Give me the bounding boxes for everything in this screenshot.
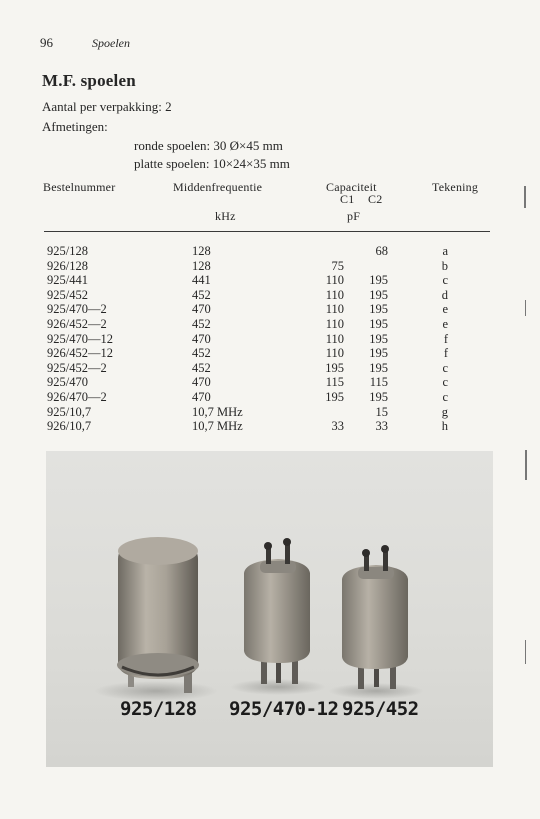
cell-c2: 195 bbox=[369, 316, 388, 331]
cell-code: 925/128 bbox=[47, 244, 88, 258]
table-row bbox=[47, 332, 448, 347]
cell-code: 926/10,7 bbox=[47, 419, 92, 434]
cell-freq: 452 bbox=[192, 287, 211, 302]
table-row bbox=[47, 390, 448, 405]
cell-freq: 470 bbox=[192, 389, 211, 404]
table-row bbox=[47, 244, 448, 259]
col-header-c1: C1 bbox=[340, 192, 355, 206]
table-row bbox=[47, 346, 448, 361]
table-row bbox=[47, 375, 448, 390]
cell-tek: c bbox=[442, 389, 448, 404]
cell-freq: 452 bbox=[192, 360, 211, 375]
cell-tek: a bbox=[442, 244, 448, 258]
cell-c1: 110 bbox=[325, 316, 344, 331]
table-row bbox=[47, 361, 448, 376]
table-row bbox=[47, 405, 448, 420]
packaging-line: Aantal per verpakking: 2 bbox=[42, 99, 172, 114]
cell-code: 925/441 bbox=[47, 273, 88, 288]
cell-tek: c bbox=[442, 273, 448, 288]
col-header-mid-frequency: Middenfrequentie bbox=[173, 180, 263, 194]
scan-edge-mark bbox=[525, 450, 527, 480]
cell-freq: 470 bbox=[192, 375, 211, 390]
table-rule bbox=[44, 231, 490, 232]
cell-c1: 115 bbox=[325, 375, 344, 390]
table-row bbox=[47, 302, 448, 317]
cell-freq: 470 bbox=[192, 302, 211, 317]
cell-c1: 110 bbox=[325, 302, 344, 317]
cell-c2 bbox=[344, 259, 388, 274]
scan-edge-mark bbox=[524, 186, 526, 208]
cell-c2: 15 bbox=[375, 404, 388, 419]
cell-c2: 33 bbox=[375, 419, 388, 434]
cell-code: 926/452—2 bbox=[47, 316, 107, 331]
flat-coil-925-452 bbox=[328, 545, 424, 699]
caption-925-128: 925/128 bbox=[120, 698, 197, 720]
table-row bbox=[47, 288, 448, 303]
caption-925-452: 925/452 bbox=[342, 698, 419, 720]
flat-coils-dims: platte spoelen: 10×24×35 mm bbox=[134, 156, 290, 171]
round-coils-dims: ronde spoelen: 30 Ø×45 mm bbox=[134, 138, 283, 153]
cell-c2: 195 bbox=[369, 331, 388, 346]
cell-freq: 10,7 MHz bbox=[192, 419, 243, 434]
cell-tek: h bbox=[441, 419, 448, 434]
cell-code: 925/452 bbox=[47, 287, 88, 302]
cell-tek: f bbox=[443, 346, 448, 361]
cell-c1: 110 bbox=[325, 331, 344, 346]
cell-c1: 195 bbox=[325, 360, 344, 375]
col-header-capacity: Capaciteit bbox=[326, 180, 377, 194]
cell-freq: 128 bbox=[192, 244, 211, 258]
product-photo bbox=[46, 451, 493, 767]
scan-edge-mark bbox=[525, 300, 526, 316]
cell-code: 925/470 bbox=[47, 375, 88, 390]
cell-tek: c bbox=[442, 360, 448, 375]
cell-c2: 68 bbox=[375, 244, 388, 258]
cell-c1: 33 bbox=[331, 419, 344, 434]
cell-code: 926/470—2 bbox=[47, 389, 107, 404]
cell-c1: 195 bbox=[325, 389, 344, 404]
cell-freq: 10,7 MHz bbox=[192, 404, 243, 419]
cell-c1 bbox=[298, 405, 344, 420]
cell-c1: 110 bbox=[325, 346, 344, 361]
cell-c1: 110 bbox=[325, 287, 344, 302]
coil-table-body bbox=[47, 244, 448, 434]
cell-freq: 470 bbox=[192, 331, 211, 346]
cell-tek: f bbox=[443, 331, 448, 346]
cell-freq: 441 bbox=[192, 273, 211, 288]
cell-code: 925/470—12 bbox=[47, 331, 113, 346]
coil-table bbox=[47, 244, 448, 434]
unit-khz: kHz bbox=[215, 209, 236, 223]
flat-coil-925-470-12 bbox=[230, 538, 326, 695]
cell-tek: c bbox=[442, 375, 448, 390]
cell-code: 925/470—2 bbox=[47, 302, 107, 317]
cell-c2: 195 bbox=[369, 302, 388, 317]
cell-freq: 452 bbox=[192, 316, 211, 331]
cell-freq: 128 bbox=[192, 258, 211, 273]
cell-c2: 195 bbox=[369, 360, 388, 375]
cell-c2: 195 bbox=[369, 346, 388, 361]
cell-code: 926/128 bbox=[47, 258, 88, 273]
cell-tek: e bbox=[442, 302, 448, 317]
cell-c1: 110 bbox=[325, 273, 344, 288]
col-header-order-number: Bestelnummer bbox=[43, 180, 116, 194]
page-number: 96 bbox=[40, 35, 53, 50]
unit-pf: pF bbox=[347, 209, 361, 223]
cell-c1: 75 bbox=[331, 258, 344, 273]
round-coil-925-128 bbox=[94, 537, 218, 701]
col-header-c2: C2 bbox=[368, 192, 383, 206]
cell-c2: 195 bbox=[369, 273, 388, 288]
cell-tek: b bbox=[441, 258, 448, 273]
table-row bbox=[47, 259, 448, 274]
cell-tek: d bbox=[441, 287, 448, 302]
col-header-drawing: Tekening bbox=[432, 180, 479, 194]
table-row bbox=[47, 317, 448, 332]
caption-925-470-12: 925/470-12 bbox=[229, 698, 339, 720]
running-title: Spoelen bbox=[92, 36, 130, 50]
cell-c2: 195 bbox=[369, 287, 388, 302]
dimensions-label: Afmetingen: bbox=[42, 119, 108, 134]
cell-code: 925/10,7 bbox=[47, 404, 92, 419]
cell-code: 926/452—12 bbox=[47, 346, 113, 361]
cell-c1 bbox=[298, 244, 344, 259]
table-row bbox=[47, 419, 448, 434]
scan-edge-mark bbox=[525, 640, 526, 664]
cell-tek: e bbox=[442, 316, 448, 331]
cell-c2: 115 bbox=[369, 375, 388, 390]
section-title: M.F. spoelen bbox=[42, 71, 136, 90]
cell-freq: 452 bbox=[192, 346, 211, 361]
table-row bbox=[47, 273, 448, 288]
cell-code: 925/452—2 bbox=[47, 360, 107, 375]
cell-tek: g bbox=[441, 404, 448, 419]
cell-c2: 195 bbox=[369, 389, 388, 404]
